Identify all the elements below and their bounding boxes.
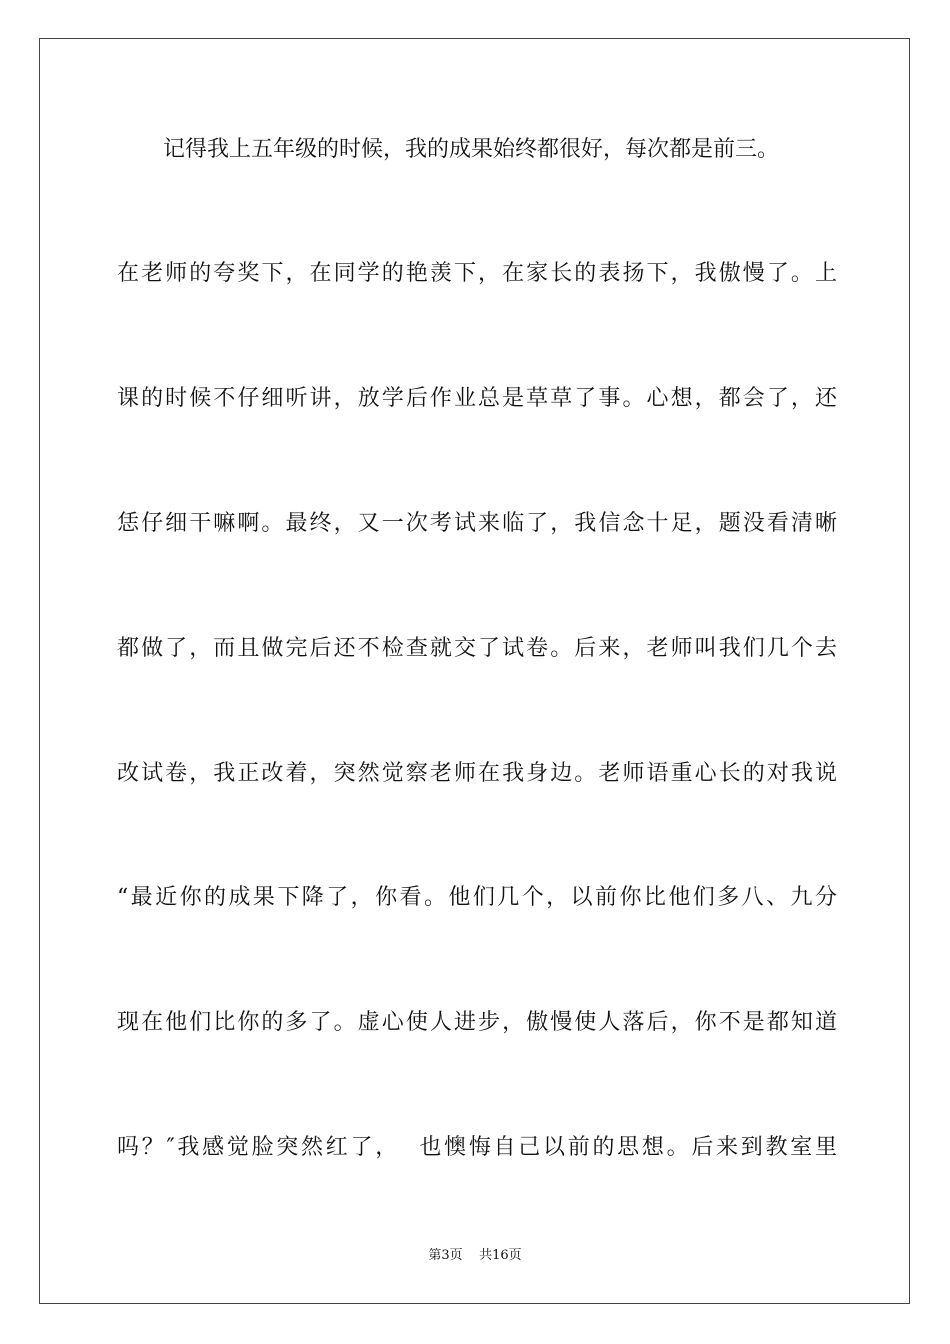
text-line-5: 都做了，而且做完后还不检查就交了试卷。后来，老师叫我们几个去	[117, 636, 837, 661]
text-line-7: “最近你的成果下降了，你看。他们几个，以前你比他们多八、九分	[117, 885, 837, 910]
text-line-1: 记得我上五年级的时候，我的成果始终都很好，每次都是前三。	[163, 137, 780, 162]
page-footer: 第3页 共16页	[428, 1248, 522, 1263]
text-line-2: 在老师的夸奖下，在同学的艳羡下，在家长的表扬下，我傲慢了。上	[117, 261, 837, 286]
text-line-6: 改试卷，我正改着，突然觉察老师在我身边。老师语重心长的对我说	[117, 761, 837, 786]
page-border	[39, 38, 910, 1304]
text-line-4: 恁仔细干嘛啊。最终，又一次考试来临了，我信念十足，题没看清晰	[117, 511, 837, 536]
text-line-8: 现在他们比你的多了。虚心使人进步，傲慢使人落后，你不是都知道	[117, 1010, 837, 1035]
text-line-9: 吗？″我感觉脸突然红了， 也懊悔自己以前的思想。后来到教室里	[117, 1135, 837, 1160]
text-line-3: 课的时候不仔细听讲，放学后作业总是草草了事。心想，都会了，还	[117, 386, 837, 411]
